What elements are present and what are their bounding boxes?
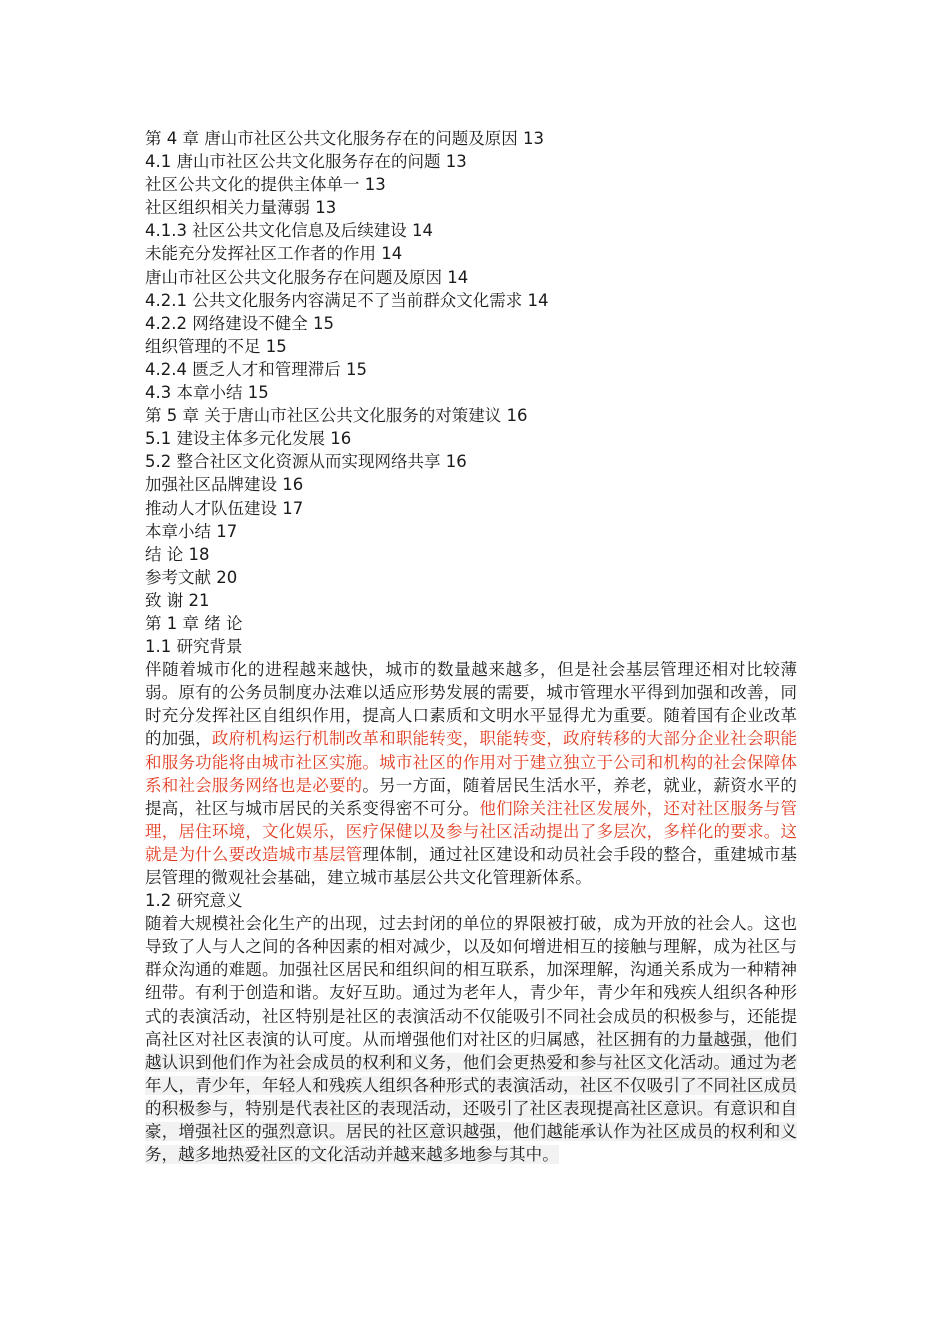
toc-entry: 4.1 唐山市社区公共文化服务存在的问题 13 xyxy=(145,152,467,172)
significance-paragraph xyxy=(145,912,797,1166)
toc-entry: 第 4 章 唐山市社区公共文化服务存在的问题及原因 13 xyxy=(145,129,544,148)
paragraph-text: 。另一方面，随着居民生活水平，养老，就业，薪资水平的提高，社区与城市居民的关系变得密不可分。 xyxy=(145,775,797,818)
toc-entry: 4.2.4 匮乏人才和管理滞后 15 xyxy=(145,359,367,379)
chapter-title: 第 1 章 绪 论 xyxy=(145,613,243,633)
toc-entry: 推动人才队伍建设 17 xyxy=(145,498,304,518)
section-heading-significance: 1.2 研究意义 xyxy=(145,891,243,911)
table-of-contents xyxy=(145,127,797,612)
toc-entry: 结 论 18 xyxy=(145,544,210,564)
toc-entry: 4.3 本章小结 15 xyxy=(145,383,269,403)
toc-entry: 5.2 整合社区文化资源从而实现网络共享 16 xyxy=(145,452,467,472)
paragraph-text: 随着大规模社会化生产的出现，过去封闭的单位的界限被打破，成为开放的社会人。这也导致了人与人之间的各种因素的相对减少，以及如何增进相互的接触与理解，成为社区与群众沟通的难题。加强社区居民和组织间的相互联系，加深理解，沟通关系成为一种精神纽带。有利于创造和谐。友好互助。通过为老年人，青少年，青少年和残疾人组织各种形式的表演活动，社区特别是社区的表演活动不仅能吸引不同社会成员的积极参与，还能提高社区对社区表演的认可度。从而增强他们对社区的归属感， xyxy=(145,914,797,1049)
toc-entry: 本章小结 17 xyxy=(145,521,238,541)
toc-entry: 4.1.3 社区公共文化信息及后续建设 14 xyxy=(145,221,433,241)
background-paragraph xyxy=(145,658,797,889)
toc-entry: 加强社区品牌建设 16 xyxy=(145,475,304,495)
highlighted-text-red: 政府机构运行机制改革和职能转变，职能转变，政府转移的大部分企业社会职能和服务功能将由城市社区实施。城市社区的作用对于建立独立于公司和机构的社会保障体系和社会服务网络也是必要的 xyxy=(145,729,797,795)
paragraph-text: 伴随着城市化的进程越来越快，城市的数量越来越多，但是社会基层管理还相对比较薄弱。原有的公务员制度办法难以适应形势发展的需要，城市管理水平得到加强和改善，同时充分发挥社区自组织作用，提高人口素质和文明水平显得尤为重要。随着国有企业改革的加强， xyxy=(145,660,797,749)
paragraph-text: 理体制，通过社区建设和动员社会手段的整合，重建城市基层管理的微观社会基础，建立城市基层公共文化管理新体系。 xyxy=(145,844,797,887)
document-page xyxy=(145,127,797,1166)
toc-entry: 组织管理的不足 15 xyxy=(145,336,287,356)
section-heading-background: 1.1 研究背景 xyxy=(145,637,243,657)
toc-entry: 5.1 建设主体多元化发展 16 xyxy=(145,429,352,449)
toc-entry: 社区公共文化的提供主体单一 13 xyxy=(145,175,386,195)
toc-entry: 4.2.1 公共文化服务内容满足不了当前群众文化需求 14 xyxy=(145,290,549,310)
toc-entry: 社区组织相关力量薄弱 13 xyxy=(145,198,337,218)
toc-entry: 未能充分发挥社区工作者的作用 14 xyxy=(145,244,403,264)
highlighted-text-red: 他们除关注社区发展外，还对社区服务与管理，居住环境，文化娱乐，医疗保健以及参与社区活动提出了多层次，多样化的要求。这就是为什么要改造城市基层管 xyxy=(145,798,798,864)
toc-entry: 唐山市社区公共文化服务存在问题及原因 14 xyxy=(145,267,469,287)
toc-entry: 参考文献 20 xyxy=(145,567,238,587)
shaded-text: 社区拥有的力量越强，他们越认识到他们作为社会成员的权利和义务，他们会更热爱和参与社区文化活动。通过为老年人，青少年，年轻人和残疾人组织各种形式的表演活动，社区不仅吸引了不同社区成员的积极参与，特别是代表社区的表现活动，还吸引了社区表现提高社区意识。有意识和自豪，增强社区的强烈意识。居民的社区意识越强，他们越能承认作为社区成员的权利和义务，越多地热爱社区的文化活动并越来越多地参与其中。 xyxy=(145,1029,797,1165)
toc-entry: 致 谢 21 xyxy=(145,590,210,610)
toc-entry: 第 5 章 关于唐山市社区公共文化服务的对策建议 16 xyxy=(145,406,528,426)
toc-entry: 4.2.2 网络建设不健全 15 xyxy=(145,313,334,333)
